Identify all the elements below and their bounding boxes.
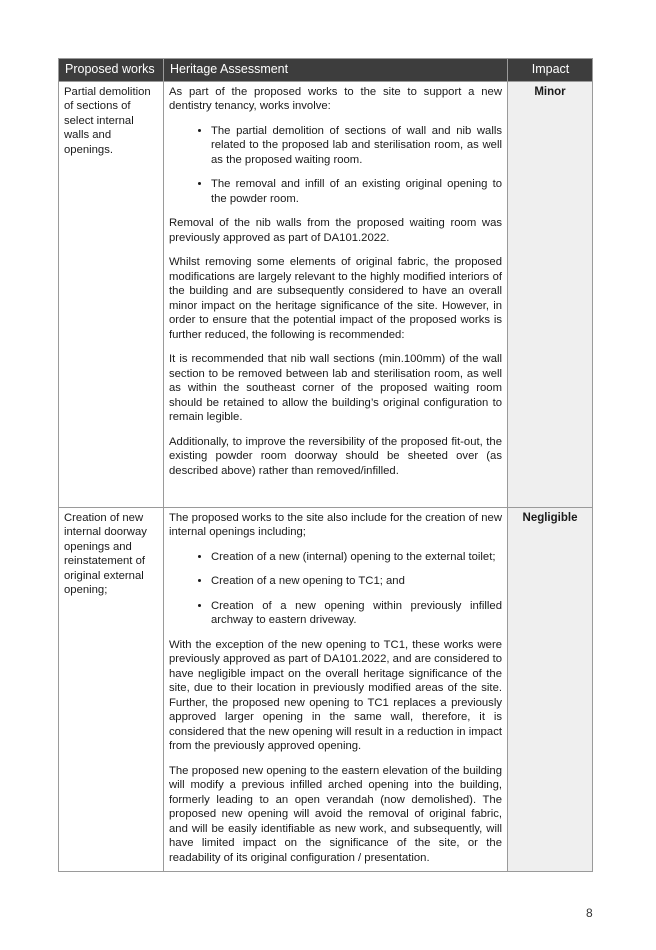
assessment-intro: As part of the proposed works to the site to support a new dentistry tenancy, works involve:: [169, 85, 502, 112]
assessment-paragraph: Removal of the nib walls from the proposed waiting room was previously approved as part of DA101.2022.: [169, 217, 502, 244]
header-heritage-assessment: Heritage Assessment: [164, 59, 508, 82]
impact-rating-cell: Minor: [508, 81, 593, 507]
assessment-paragraph: It is recommended that nib wall sections (min.100mm) of the wall section to be removed between lab and sterilisation room, as well as within the southeast corner of the proposed waiting room should be retained to allow the building’s original configuration to remain legible.: [169, 353, 502, 423]
assessment-paragraph: With the exception of the new opening to TC1, these works were previously approved as part of DA101.2022, and are considered to have negligible impact on the overall heritage significance of the site, due to their location in previously modified areas of the site. Further, the proposed new opening to TC1 replaces a previously approved larger opening in the same wall, therefore, it is considered that the new opening will result in a reduction in impact from the previously approved opening.: [169, 638, 502, 752]
bullet-item: • Creation of a new opening to TC1; and: [211, 574, 502, 589]
page-number: 8: [586, 906, 593, 920]
header-proposed-works: Proposed works: [59, 59, 164, 82]
bullet-item: • The partial demolition of sections of wall and nib walls related to the proposed lab and sterilisation room, as well as the proposed waiting room.: [211, 124, 502, 168]
assessment-paragraph: Additionally, to improve the reversibility of the proposed fit-out, the existing powder room doorway should be sheeted over (as described above) rather than removed/infilled.: [169, 435, 502, 477]
assessment-intro: The proposed works to the site also include for the creation of new internal openings including;: [169, 511, 502, 538]
proposed-works-cell: Creation of new internal doorway openings and reinstatement of original external opening;: [59, 507, 164, 872]
bullet-item: • Creation of a new (internal) opening to the external toilet;: [211, 550, 502, 565]
assessment-bullet-list: [169, 550, 502, 628]
assessment-paragraph: The proposed new opening to the eastern elevation of the building will modify a previous infilled arched opening into the building, formerly leading to an open verandah (now demolished). The proposed new opening will avoid the removal of original fabric, and will be easily identifiable as new work, and subsequently, will have limited impact on the significance of the site, or the readability of its original configuration / presentation.: [169, 764, 502, 864]
heritage-impact-table: [58, 58, 593, 872]
proposed-works-cell: Partial demolition of sections of select internal walls and openings.: [59, 81, 164, 507]
impact-rating-cell: Negligible: [508, 507, 593, 872]
bullet-item: • The removal and infill of an existing original opening to the powder room.: [211, 177, 502, 206]
assessment-paragraph: Whilst removing some elements of original fabric, the proposed modifications are largely relevant to the highly modified interiors of the building and are subsequently considered to have an overall minor impact on the heritage significance of the site. However, in order to ensure that the potential impact of the proposed works is further reduced, the following is recommended:: [169, 256, 502, 341]
table-header: [59, 59, 593, 82]
table-row: [59, 81, 593, 507]
table-row: [59, 507, 593, 872]
header-impact: Impact: [508, 59, 593, 82]
bullet-item: • Creation of a new opening within previously infilled archway to eastern driveway.: [211, 599, 502, 628]
heritage-assessment-cell: [164, 81, 508, 507]
assessment-bullet-list: [169, 124, 502, 207]
header-row: [59, 59, 593, 82]
heritage-assessment-cell: [164, 507, 508, 872]
